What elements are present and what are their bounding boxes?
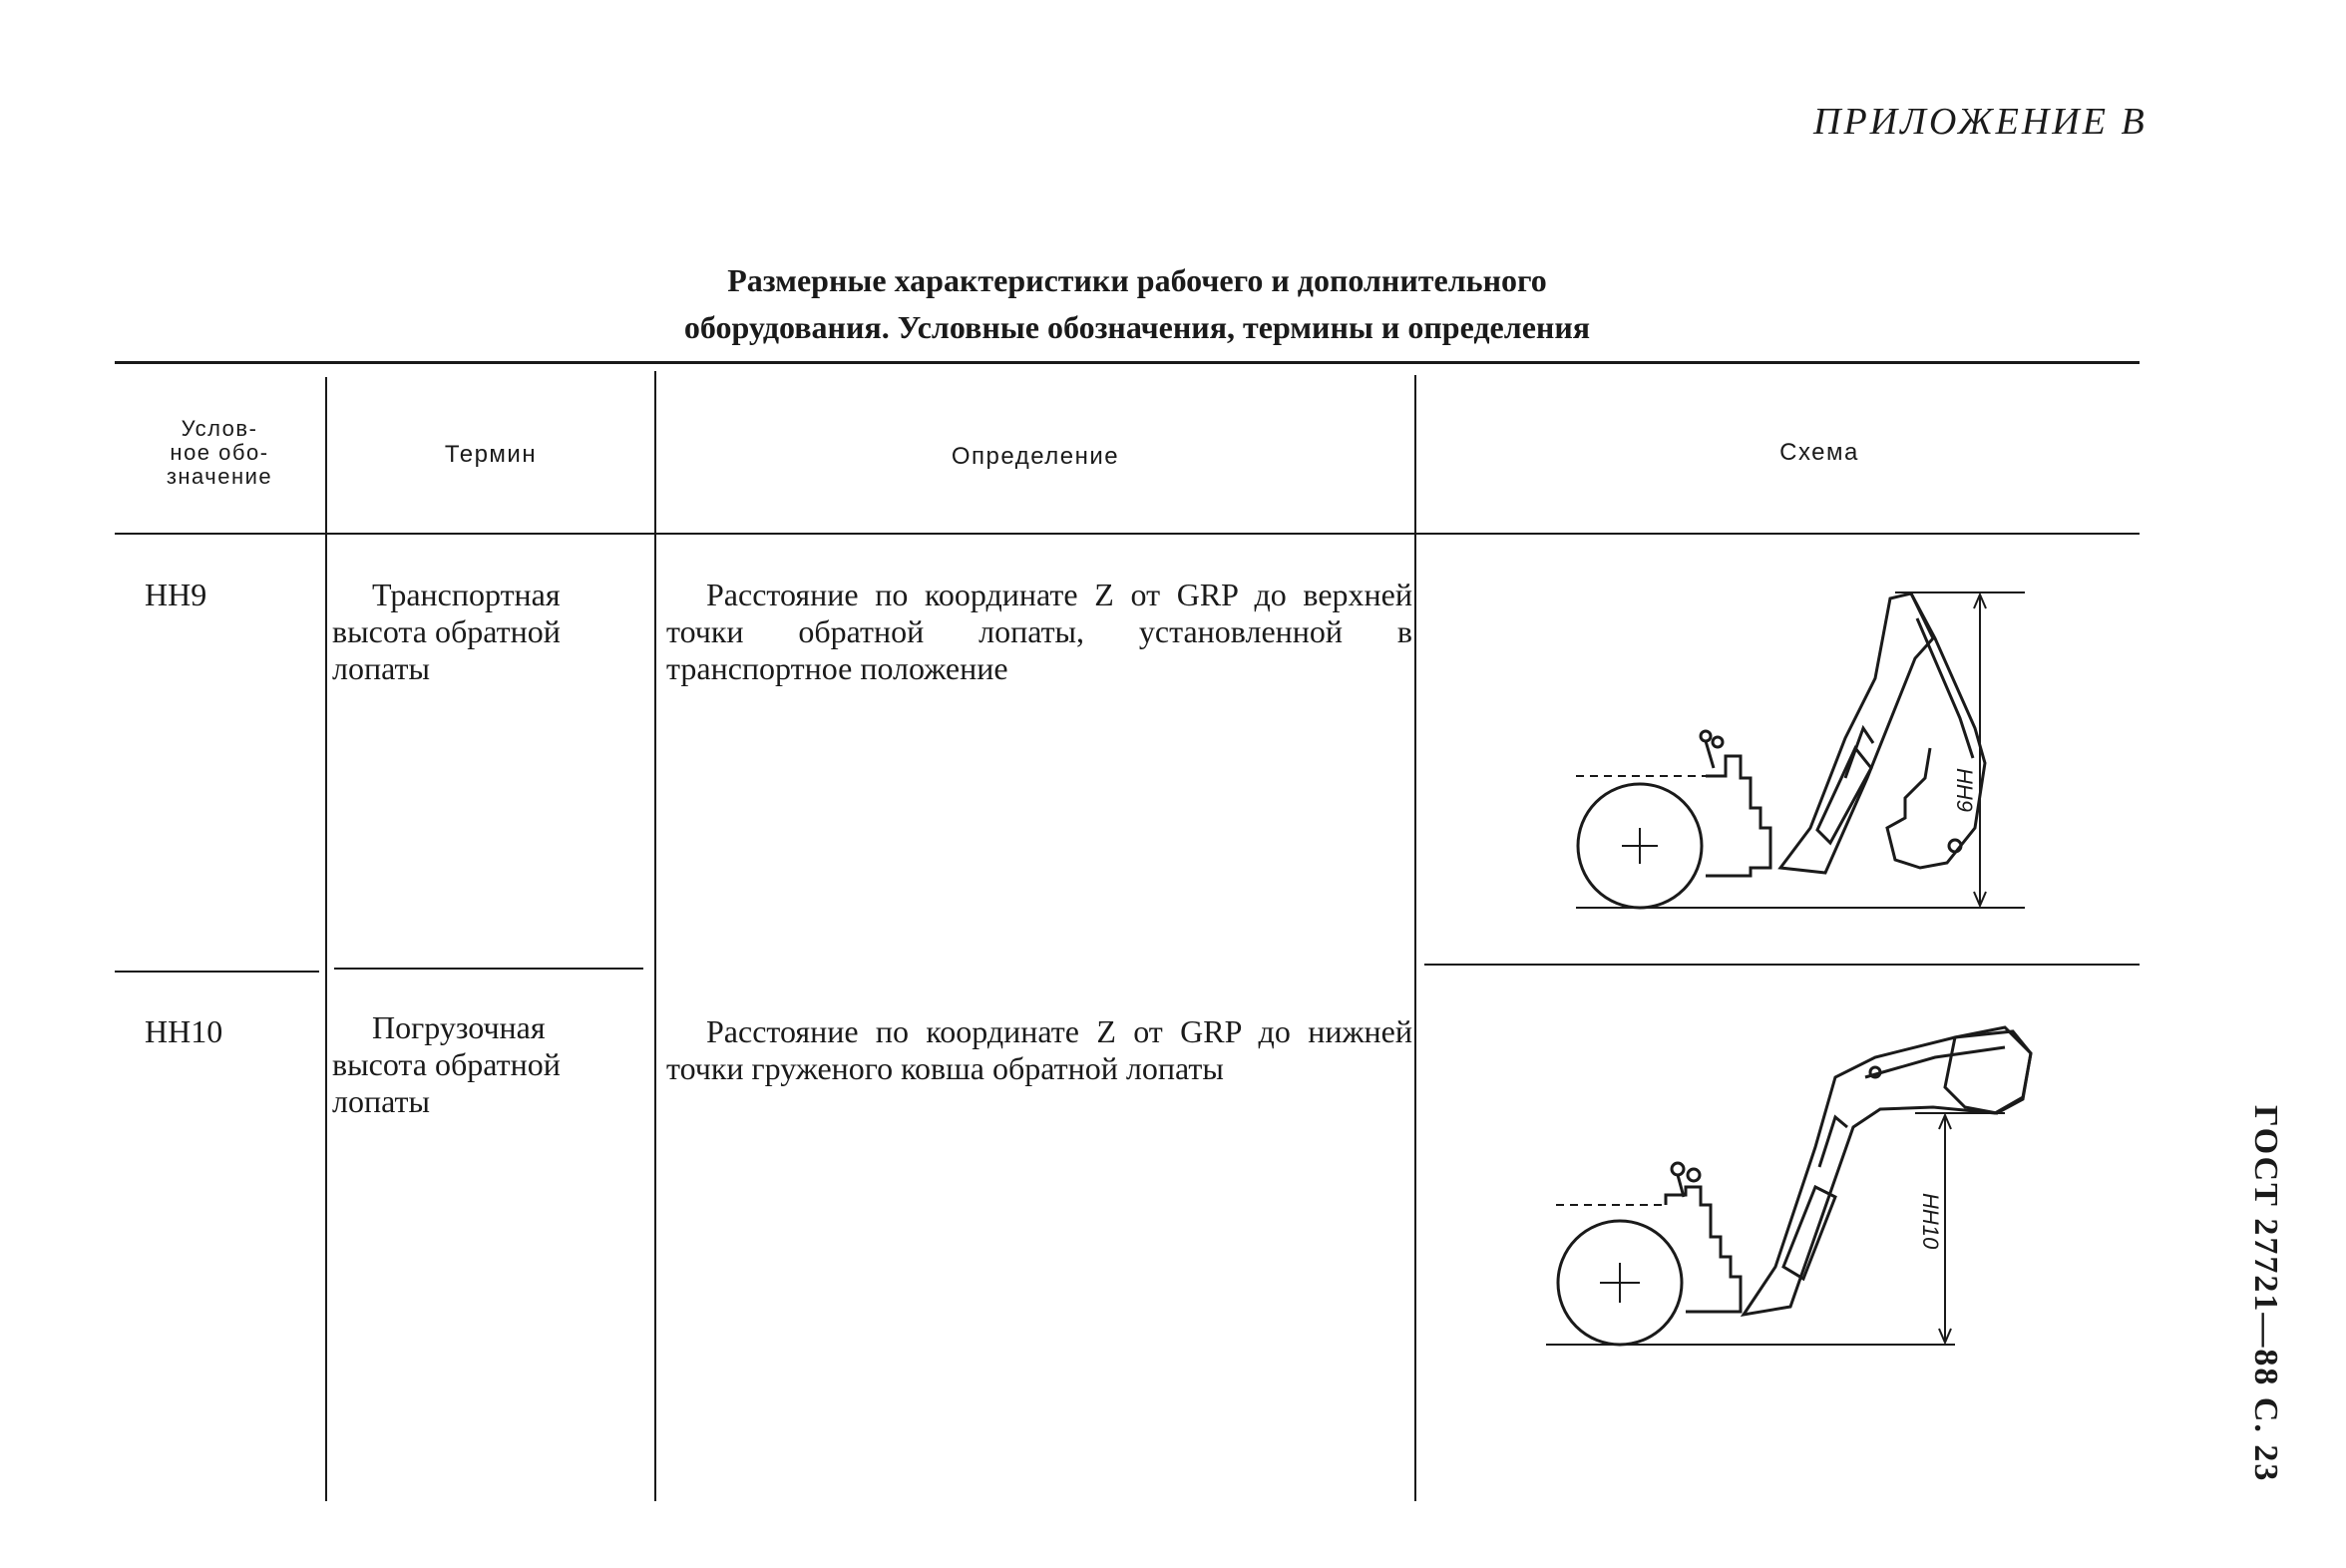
table-top-rule: [115, 361, 2140, 364]
row-divider-b: [334, 968, 643, 970]
hh9-dimension-label: НН9: [1952, 768, 1977, 813]
side-header: [2247, 1105, 2284, 1504]
appendix-label: ПРИЛОЖЕНИЕ В: [1813, 101, 2148, 143]
row-2-scheme: [1536, 1017, 2035, 1357]
backhoe-bucket: [1945, 1027, 2031, 1113]
row-2-definition: Расстояние по координате Z от GRP до нижней точки груженого ковша обратной лопаты: [666, 1013, 1412, 1086]
row-2-term-line-2: высота обратной: [332, 1046, 561, 1082]
row-2-term-line-1: Погрузочная: [372, 1009, 546, 1045]
header-symbol: [130, 417, 309, 489]
header-symbol-line-2: ное обо-: [170, 440, 269, 465]
backhoe-boom: [1780, 593, 1933, 873]
hh10-dimension-label: НН10: [1918, 1193, 1943, 1250]
row-2-term: [332, 1009, 643, 1120]
row-divider-c: [1424, 964, 2140, 966]
tractor-chassis: [1666, 1187, 1741, 1312]
column-rule-2: [654, 371, 656, 1501]
header-term: Термин: [444, 441, 538, 468]
column-rule-1: [325, 377, 327, 1501]
backhoe-transport-diagram: [1556, 579, 2025, 918]
header-symbol-line-3: значение: [166, 464, 273, 489]
row-1-definition: Расстояние по координате Z от GRP до верхней точки обратной лопаты, установленной в транспортное положение: [666, 577, 1412, 686]
table-title-line-1: Размерные характеристики рабочего и дополнительного: [727, 262, 1547, 298]
tractor-chassis: [1706, 756, 1770, 876]
row-1-term-line-2: высота обратной: [332, 613, 561, 649]
row-2-term-line-3: лопаты: [332, 1083, 430, 1119]
backhoe-stick-bucket: [1887, 593, 1985, 868]
header-symbol-line-1: Услов-: [181, 416, 258, 441]
document-number: ГОСТ 27721—88 С. 23: [2247, 1105, 2284, 1483]
row-1-symbol: НН9: [145, 577, 207, 612]
row-divider-a: [115, 971, 319, 973]
header-bottom-rule: [115, 533, 2140, 535]
row-1-term-line-1: Транспортная: [372, 577, 561, 612]
row-1-scheme: [1556, 579, 2025, 918]
backhoe-boom: [1744, 1031, 2031, 1315]
column-rule-3: [1414, 375, 1416, 1501]
header-scheme: Схема: [1779, 439, 1859, 466]
row-2-symbol: НН10: [145, 1013, 223, 1049]
row-1-term-line-3: лопаты: [332, 650, 430, 686]
table-title-line-2: оборудования. Условные обозначения, термины и определения: [683, 309, 1591, 345]
backhoe-loading-diagram: [1536, 1017, 2035, 1357]
header-definition: Определение: [951, 443, 1120, 470]
row-1-term: [332, 577, 643, 687]
